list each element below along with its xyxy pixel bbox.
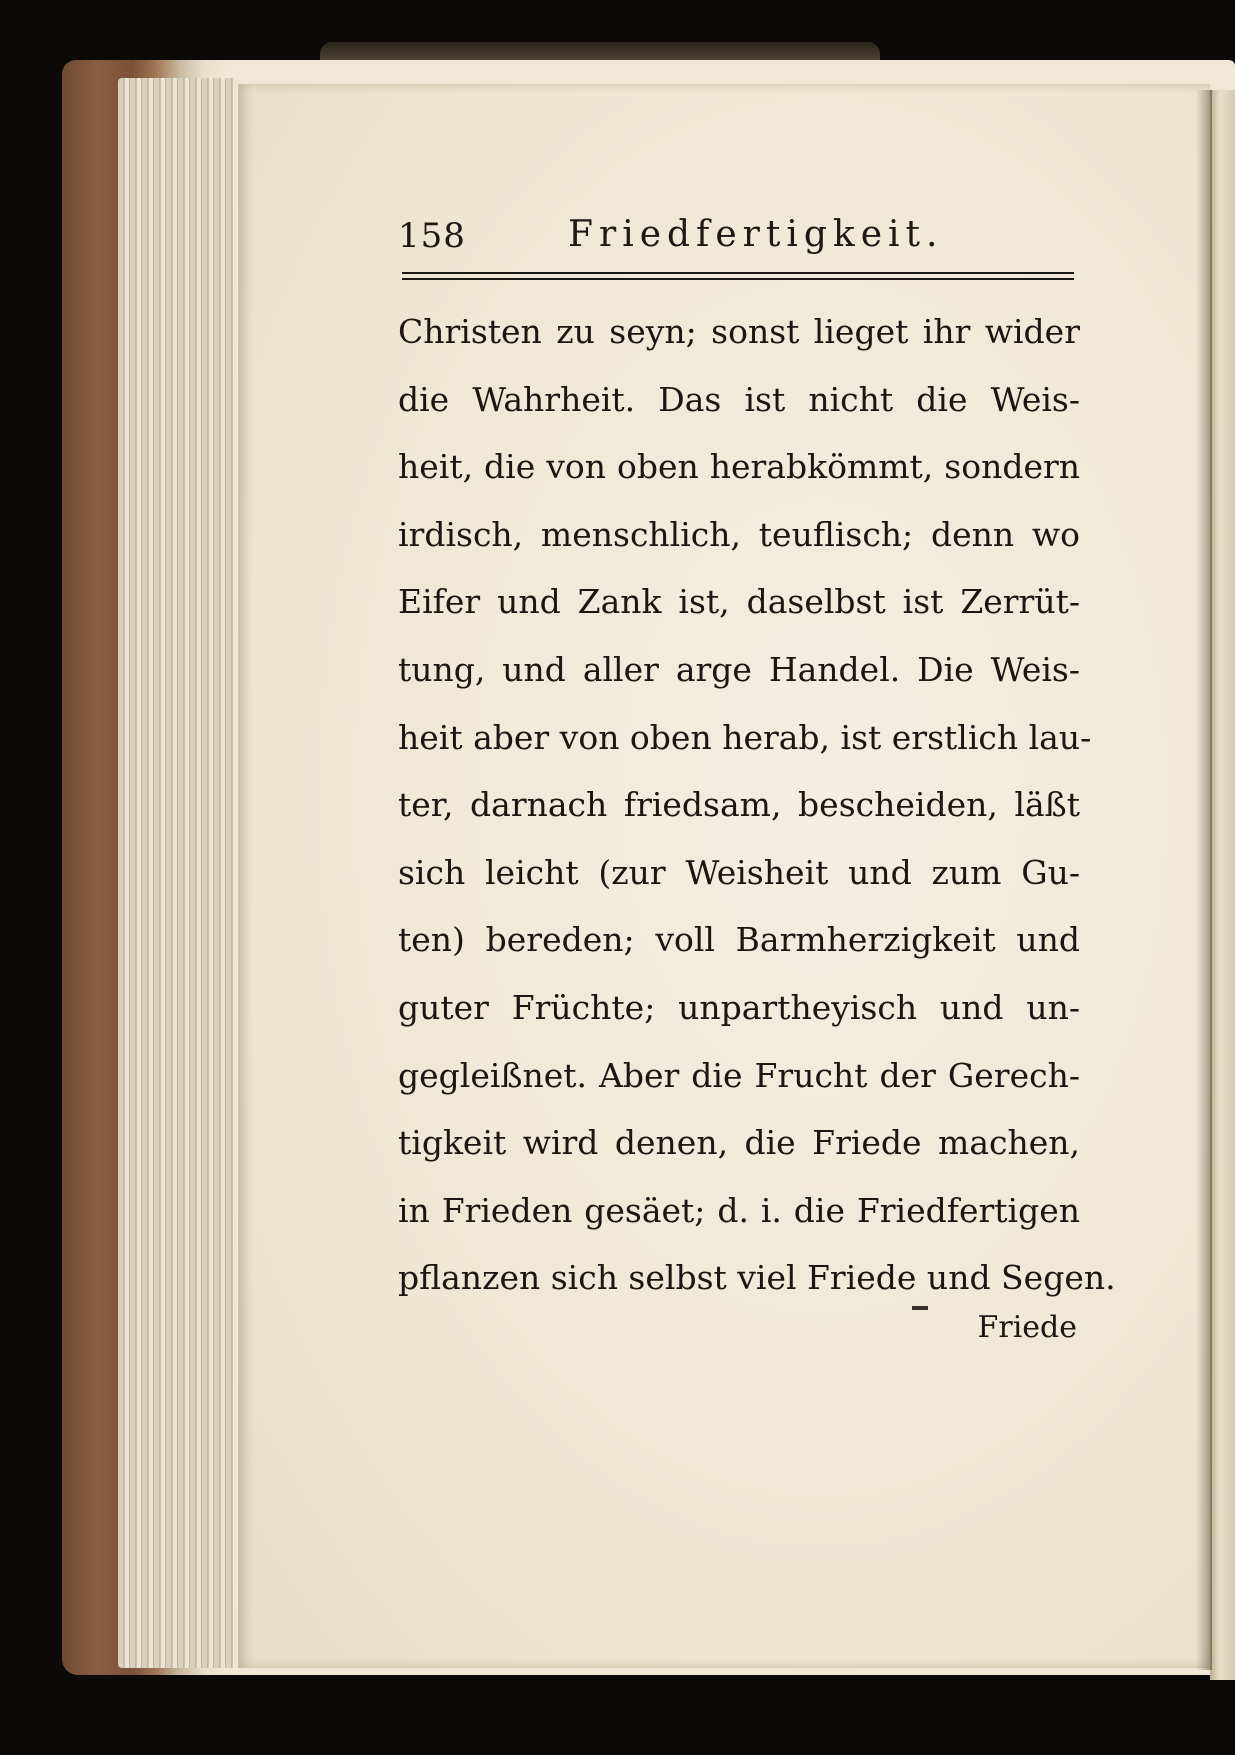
header-rule bbox=[402, 272, 1074, 280]
body-text bbox=[398, 298, 1116, 1312]
text-line: heit aber von oben herab, ist erstlich lau- bbox=[398, 717, 1092, 757]
facing-page-edge bbox=[1210, 90, 1235, 1680]
gutter-shadow bbox=[1196, 90, 1212, 1670]
text-line: sich leicht (zur Weisheit und zum Gu- bbox=[398, 852, 1080, 892]
text-line: gegleißnet. Aber die Frucht der Gerech- bbox=[398, 1055, 1080, 1095]
running-title: Friedfertigkeit. bbox=[568, 214, 944, 255]
text-line: heit, die von oben herabkömmt, sondern bbox=[398, 447, 1080, 487]
page-number: 158 bbox=[398, 216, 466, 256]
text-line: irdisch, menschlich, teuflisch; denn wo bbox=[398, 514, 1080, 554]
catchword: Friede bbox=[977, 1310, 1077, 1345]
text-line: tung, und aller arge Handel. Die Weis- bbox=[398, 649, 1080, 689]
page-stack-edge bbox=[118, 78, 236, 1668]
text-line: die Wahrheit. Das ist nicht die Weis- bbox=[398, 379, 1080, 419]
text-line: guter Früchte; unpartheyisch und un- bbox=[398, 987, 1080, 1027]
text-line: in Frieden gesäet; d. i. die Friedfertigen bbox=[398, 1190, 1080, 1230]
text-line: tigkeit wird denen, die Friede machen, bbox=[398, 1123, 1080, 1163]
text-line: ten) bereden; voll Barmherzigkeit und bbox=[398, 920, 1080, 960]
text-line: pflanzen sich selbst viel Friede und Segen. bbox=[398, 1258, 1116, 1298]
text-line: Eifer und Zank ist, daselbst ist Zerrüt- bbox=[398, 582, 1080, 622]
text-line: Christen zu seyn; sonst lieget ihr wider bbox=[398, 312, 1080, 351]
running-head bbox=[398, 210, 1078, 270]
text-line: ter, darnach friedsam, bescheiden, läßt bbox=[398, 785, 1080, 825]
printer-dash bbox=[912, 1306, 928, 1310]
